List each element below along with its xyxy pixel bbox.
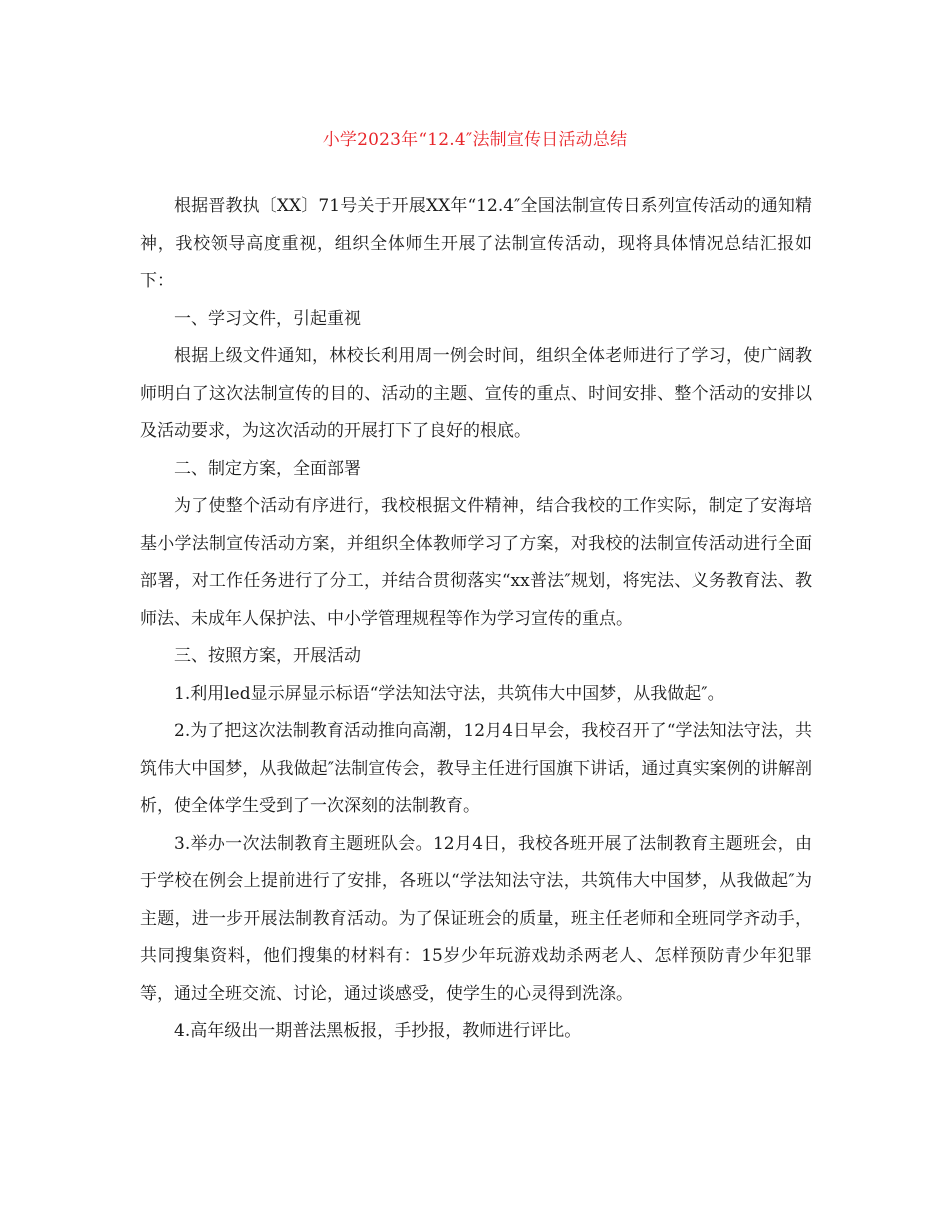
list-item-1: 1.利用led显示屏显示标语“学法知法守法，共筑伟大中国梦，从我做起″。 bbox=[174, 683, 725, 704]
list-item-4: 4.高年级出一期普法黑板报，手抄报，教师进行评比。 bbox=[174, 1021, 582, 1041]
document-body bbox=[140, 188, 812, 1051]
section-heading-1: 一、学习文件，引起重视 bbox=[174, 308, 361, 329]
paragraph-section-2: 为了使整个活动有序进行，我校根据文件精神，结合我校的工作实际，制定了安海培基小学法制宣传活动方案，并组织全体教师学习了方案，对我校的法制宣传活动进行全面部署，对工作任务进行了分工，并结合贯彻落实“xx普法″规划，将宪法、义务教育法、教师法、未成年人保护法、中小学管理规程等作为学习宣传的重点。 bbox=[140, 496, 812, 629]
list-item-2: 2.为了把这次法制教育活动推向高潮，12月4日早会，我校召开了“学法知法守法，共筑伟大中国梦，从我做起″法制宣传会，教导主任进行国旗下讲话，通过真实案例的讲解剖析，使全体学生受到了一次深刻的法制教育。 bbox=[140, 721, 812, 816]
section-heading-2: 二、制定方案，全面部署 bbox=[174, 458, 361, 479]
paragraph-intro: 根据晋教执〔XX〕71号关于开展XX年“12.4″全国法制宣传日系列宣传活动的通知精神，我校领导高度重视，组织全体师生开展了法制宣传活动，现将具体情况总结汇报如下： bbox=[140, 196, 812, 291]
list-item-3: 3.举办一次法制教育主题班队会。12月4日，我校各班开展了法制教育主题班会，由于学校在例会上提前进行了安排，各班以“学法知法守法，共筑伟大中国梦，从我做起″为主题，进一步开展法制教育活动。为了保证班会的质量，班主任老师和全班同学齐动手，共同搜集资料，他们搜集的材料有：15岁少年玩游戏劫杀两老人、怎样预防青少年犯罪等，通过全班交流、讨论，通过谈感受，使学生的心灵得到洗涤。 bbox=[140, 833, 812, 1004]
paragraph-section-1: 根据上级文件通知，林校长利用周一例会时间，组织全体老师进行了学习，使广阔教师明白了这次法制宣传的目的、活动的主题、宣传的重点、时间安排、整个活动的安排以及活动要求，为这次活动的开展打下了良好的根底。 bbox=[140, 346, 812, 441]
document-title: 小学2023年“12.4″法制宣传日活动总结 bbox=[322, 130, 628, 150]
section-heading-3: 三、按照方案，开展活动 bbox=[174, 646, 361, 666]
